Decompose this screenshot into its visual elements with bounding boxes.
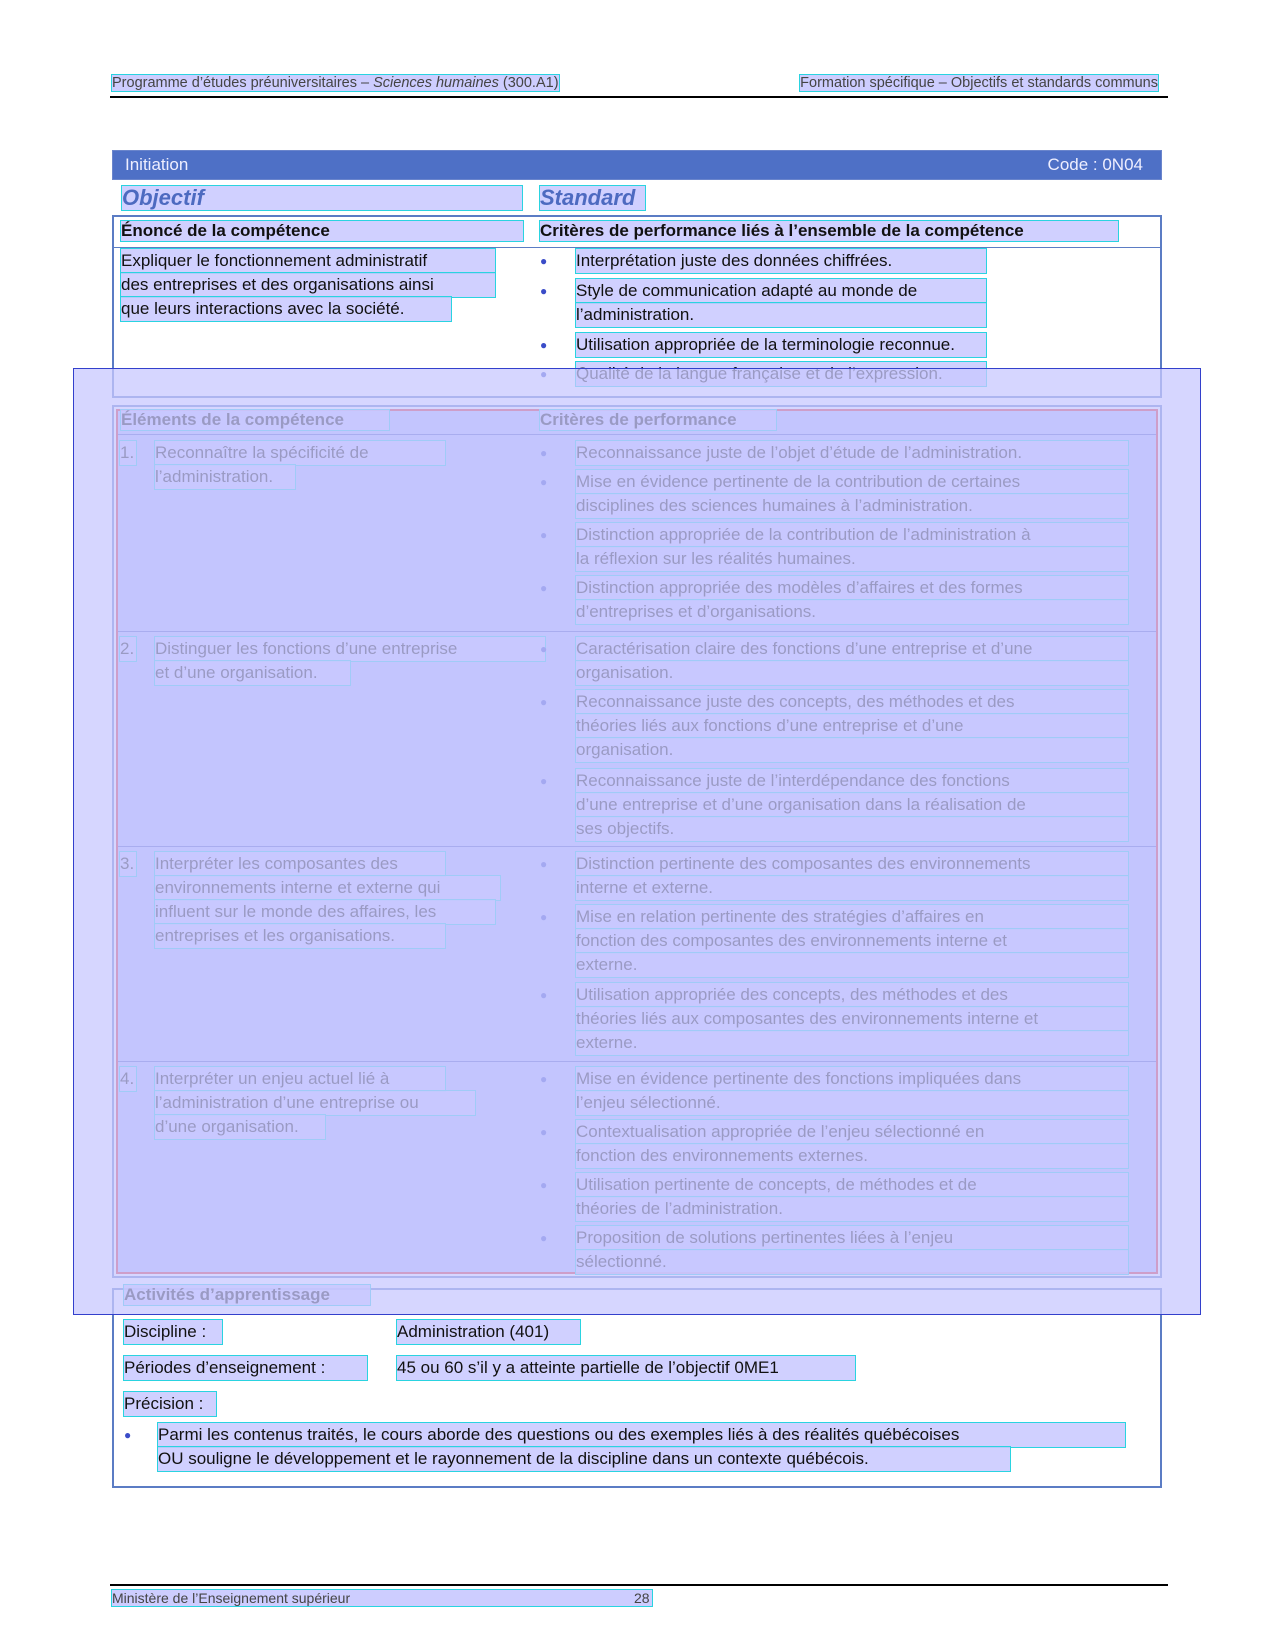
criterion-line: Style de communication adapté au monde de xyxy=(576,279,986,303)
page-number: 28 xyxy=(634,1590,650,1606)
footer-rule xyxy=(110,1584,1168,1586)
competence-header-rule xyxy=(114,247,1160,248)
bullet-icon: ● xyxy=(540,338,548,352)
running-header-left xyxy=(112,75,559,91)
objective-heading: Objectif xyxy=(122,186,522,210)
precision-line: Parmi les contenus traités, le cours aborde des questions ou des exemples liés à des réalités québécoises xyxy=(158,1423,1125,1447)
standard-heading: Standard xyxy=(540,186,645,210)
footer-ministry: Ministère de l’Enseignement supérieur xyxy=(112,1590,351,1606)
bullet-icon: ● xyxy=(540,254,548,268)
criterion-line: l’administration. xyxy=(576,303,986,327)
discipline-label: Discipline : xyxy=(124,1320,222,1344)
criteria-heading: Critères de performance liés à l’ensemble de la compétence xyxy=(540,221,1118,241)
statement-line: Expliquer le fonctionnement administratif xyxy=(121,249,495,273)
header-program-code: (300.A1) xyxy=(498,75,559,91)
header-text: Programme d’études préuniversitaires – xyxy=(112,75,374,91)
criterion-line: Utilisation appropriée de la terminologie reconnue. xyxy=(576,333,986,357)
course-code: Code : 0N04 xyxy=(1047,155,1143,174)
bullet-icon: ● xyxy=(540,284,548,298)
precision-label: Précision : xyxy=(124,1392,216,1416)
selection-overlay xyxy=(73,368,1201,1315)
title-bar xyxy=(112,150,1162,180)
periods-label: Périodes d’enseignement : xyxy=(124,1356,367,1380)
precision-line: OU souligne le développement et le rayonnement de la discipline dans un contexte québécois. xyxy=(158,1447,1010,1471)
title-initiation: Initiation xyxy=(125,155,189,174)
statement-line: que leurs interactions avec la société. xyxy=(121,297,451,321)
header-rule xyxy=(110,96,1168,98)
periods-value: 45 ou 60 s’il y a atteinte partielle de l’objectif 0ME1 xyxy=(397,1356,855,1380)
statement-heading: Énoncé de la compétence xyxy=(121,221,523,241)
footer xyxy=(112,1590,652,1606)
statement-line: des entreprises et des organisations ainsi xyxy=(121,273,495,297)
discipline-value: Administration (401) xyxy=(397,1320,580,1344)
running-header-right: Formation spécifique – Objectifs et standards communs xyxy=(800,75,1158,91)
criterion-line: Interprétation juste des données chiffrées. xyxy=(576,249,986,273)
header-program-name: Sciences humaines xyxy=(373,75,499,91)
precision-bullet: ● xyxy=(124,1428,132,1442)
